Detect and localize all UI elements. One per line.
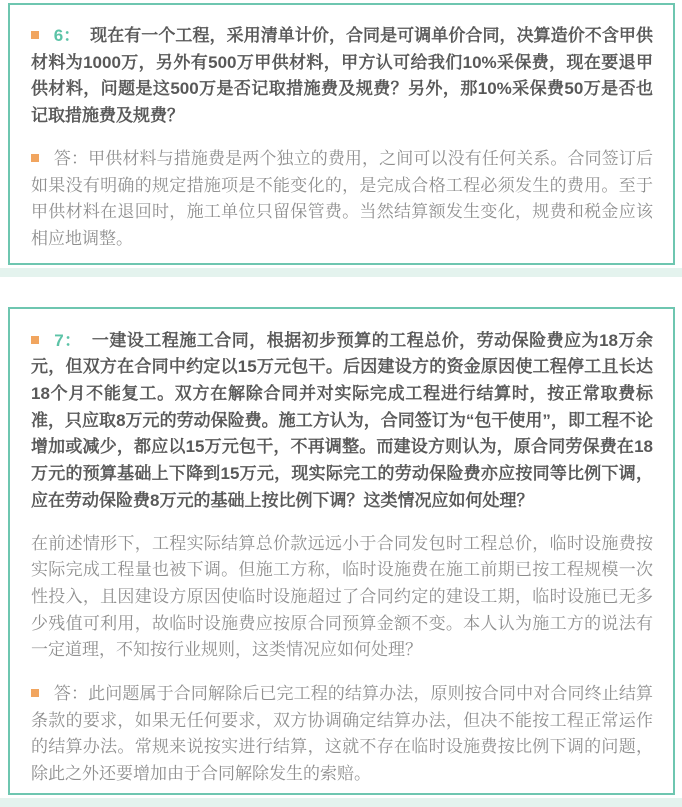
answer-text: 甲供材料与措施费是两个独立的费用，之间可以没有任何关系。合同签订后如果没有明确的规定措施项是不能变化的，是完成合格工程必须发生的费用。至于甲供材料在退回时，施工单位只留保管费。当然结算额发生变化，规费和税金应该相应地调整。 [31, 148, 654, 248]
question-text: 一建设工程施工合同，根据初步预算的工程总价，劳动保险费应为18万余元，但双方在合同中约定以15万元包干。后因建设方的资金原因使工程停工且长达18个月不能复工。双方在解除合同并对实际完成工程进行结算时，按正常取费标准，只应取8万元的劳动保险费。施工方认为，合同签订为“包干使用”，即工程不论增加或减少，都应以15万元包干，不再调整。而建设方则认为，原合同劳保费在18万元的预算基础上下降到15万元，现实际完工的劳动保险费亦应按同等比例下调，应在劳动保险费8万元的基础上按比例下调？这类情况应如何处理？ [31, 330, 653, 510]
answer-paragraph [31, 681, 653, 788]
qa-card-question-6 [8, 3, 675, 265]
qa-card-question-7 [8, 307, 675, 795]
square-bullet-icon [31, 689, 39, 697]
answer-text: 此问题属于合同解除后已完工程的结算办法，原则按合同中对合同终止结算条款的要求，如果无任何要求，双方协调确定结算办法，但决不能按工程正常运作的结算办法。常规来说按实进行结算，这就不存在临时设施费按比例下调的问题，除此之外还要增加由于合同解除发生的索赔。 [31, 684, 654, 784]
divider-strip [0, 798, 682, 807]
note-text: 在前述情形下，工程实际结算总价款远远小于合同发包时工程总价，临时设施费按实际完成工程量也被下调。但施工方称，临时设施费在施工前期已按工程规模一次性投入，且因建设方原因使临时设施超过了合同约定的建设工期，临时设施已无多少残值可利用，故临时设施费应按原合同预算金额不变。本人认为施工方的说法有一定道理，不知按行业规则，这类情况应如何处理？ [31, 533, 653, 660]
answer-label: 答： [53, 684, 89, 704]
divider-strip [0, 268, 682, 277]
square-bullet-icon [31, 31, 39, 39]
question-number: 7： [54, 330, 82, 350]
answer-label: 答： [53, 148, 89, 168]
question-number: 6： [53, 26, 81, 45]
question-note-paragraph [31, 531, 653, 665]
question-paragraph [31, 23, 653, 130]
answer-paragraph [31, 146, 653, 253]
question-text: 现在有一个工程，采用清单计价，合同是可调单价合同，决算造价不含甲供材料为1000万，另外有500万甲供材料，甲方认可给我们10%采保费，现在要退甲供材料，问题是这500万是否记取措施费及规费？另外，那10%采保费50万是否也记取措施费及规费？ [31, 26, 653, 126]
question-paragraph [31, 328, 653, 515]
square-bullet-icon [31, 154, 39, 162]
square-bullet-icon [31, 336, 39, 344]
